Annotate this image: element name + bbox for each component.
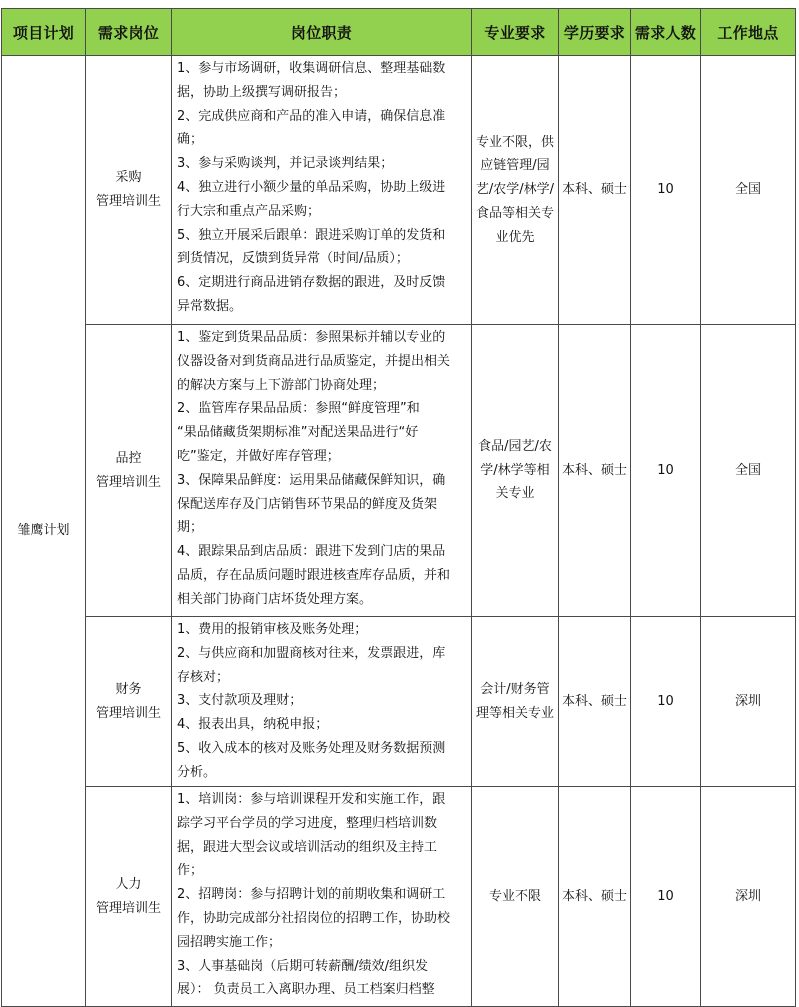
duty-line: 相关部门协商门店坏货处理方案。 (177, 591, 373, 607)
duty-line: 的解决方案与上下游部门协商处理； (177, 377, 386, 393)
table-row (2, 325, 796, 617)
duty-line: 保配送库存及门店销售环节果品的鲜度及货架 (177, 496, 438, 512)
duty-line: 行大宗和重点产品采购； (177, 203, 321, 219)
duty-line: 2、完成供应商和产品的准入申请，确保信息准 (177, 108, 446, 124)
major-line: 应链管理/园 (480, 158, 550, 174)
duty-line: 确； (177, 132, 204, 148)
major-cell (472, 787, 559, 1007)
major-line: 业优先 (495, 229, 535, 245)
position-name: 人力 (115, 876, 142, 892)
position-cell (86, 56, 172, 325)
duty-line: 吃”鉴定，并做好库存管理； (177, 448, 340, 464)
duty-line: 1、参与市场调研，收集调研信息、整理基础数 (177, 61, 446, 76)
duty-line: 据，跟进大型会议或培训活动的组织及主持工 (177, 839, 438, 855)
major-cell (472, 56, 559, 325)
table-row (2, 787, 796, 1007)
header-program: 项目计划 (2, 9, 86, 56)
position-name: 采购 (115, 170, 142, 186)
position-title: 管理培训生 (95, 705, 161, 721)
duty-line: 异常数据。 (177, 298, 243, 314)
major-line: 专业不限 (488, 888, 541, 904)
duty-line: 2、与供应商和加盟商核对往来，发票跟进，库 (177, 645, 446, 661)
duties-cell (172, 56, 472, 325)
position-name: 品控 (115, 450, 142, 466)
duty-line: 4、跟踪果品到店品质：跟进下发到门店的果品 (177, 544, 446, 560)
duty-line: 5、收入成本的核对及账务处理及财务数据预测 (177, 740, 446, 756)
header-headcount: 需求人数 (631, 9, 701, 56)
major-line: 食品/园艺/农 (478, 438, 552, 454)
duty-line: 1、费用的报销审核及账务处理； (177, 622, 368, 637)
duty-line: 5、独立开展采后跟单：跟进采购订单的发货和 (177, 227, 446, 243)
header-education: 学历要求 (559, 9, 631, 56)
recruitment-table (1, 8, 796, 1007)
major-line: 关专业 (495, 486, 535, 502)
position-name: 财务 (115, 681, 142, 697)
major-line: 艺/农学/林学/ (475, 182, 555, 198)
position-title: 管理培训生 (95, 900, 161, 916)
position-cell (86, 787, 172, 1007)
duties-cell (172, 787, 472, 1007)
major-line: 理等相关专业 (475, 705, 554, 721)
header-duties: 岗位职责 (172, 9, 472, 56)
location-cell: 全国 (701, 325, 796, 617)
duty-line: 3、支付款项及理财； (177, 693, 303, 709)
duty-line: 期； (177, 520, 204, 536)
duty-line: 4、报表出具，纳税申报； (177, 717, 329, 733)
education-cell: 本科、硕士 (559, 787, 631, 1007)
education-cell: 本科、硕士 (559, 325, 631, 617)
position-title: 管理培训生 (95, 194, 161, 209)
headcount-cell: 10 (631, 56, 701, 325)
position-cell (86, 617, 172, 787)
location-cell: 深圳 (701, 787, 796, 1007)
duty-line: 品质，存在品质问题时跟进核查库存品质，并和 (177, 567, 451, 583)
duty-line: 展）： 负责员工入离职办理、员工档案归档整 (177, 982, 435, 998)
major-line: 食品等相关专 (475, 205, 554, 221)
duty-line: 3、保障果品鲜度：运用果品储藏保鲜知识，确 (177, 472, 446, 488)
major-line: 会计/财务管 (480, 681, 550, 697)
header-position: 需求岗位 (86, 9, 172, 56)
major-line: 学/林学等相 (480, 462, 550, 478)
location-cell: 全国 (701, 56, 796, 325)
duty-line: “果品储藏货架期标准”对配送果品进行“好 (177, 425, 419, 441)
education-cell: 本科、硕士 (559, 56, 631, 325)
header-row (2, 9, 796, 56)
position-cell (86, 325, 172, 617)
duty-line: 分析。 (177, 764, 217, 780)
duty-line: 作，协助完成部分社招岗位的招聘工作，协助校 (177, 910, 451, 926)
duty-line: 6、定期进行商品进销存数据的跟进，及时反馈 (177, 275, 446, 291)
duty-line: 1、培训岗：参与培训课程开发和实施工作，跟 (177, 792, 446, 807)
headcount-cell: 10 (631, 787, 701, 1007)
duty-line: 1、鉴定到货果品品质：参照果标并辅以专业的 (177, 330, 446, 345)
major-cell (472, 325, 559, 617)
duty-line: 作； (177, 863, 204, 879)
duties-cell (172, 325, 472, 617)
duty-line: 存核对； (177, 669, 230, 685)
table-row (2, 56, 796, 325)
duty-line: 2、招聘岗：参与招聘计划的前期收集和调研工 (177, 887, 446, 903)
education-cell: 本科、硕士 (559, 617, 631, 787)
duty-line: 3、人事基础岗（后期可转薪酬/绩效/组织发 (177, 958, 429, 974)
header-location: 工作地点 (701, 9, 796, 56)
duty-line: 踪学习平台学员的学习进度，整理归档培训数 (177, 815, 438, 831)
duty-line: 据，协助上级撰写调研报告； (177, 84, 347, 100)
duty-line: 园招聘实施工作； (177, 934, 282, 950)
position-title: 管理培训生 (95, 474, 161, 490)
duty-line: 2、监管库存果品品质：参照“鲜度管理”和 (177, 401, 420, 417)
location-cell: 深圳 (701, 617, 796, 787)
table-row (2, 617, 796, 787)
headcount-cell: 10 (631, 325, 701, 617)
duty-line: 仪器设备对到货商品进行品质鉴定，并提出相关 (177, 353, 451, 369)
duties-cell (172, 617, 472, 787)
header-major: 专业要求 (472, 9, 559, 56)
duty-line: 4、独立进行小额少量的单品采购，协助上级进 (177, 179, 446, 195)
program-cell: 雏鹰计划 (2, 56, 86, 1007)
duty-line: 3、参与采购谈判，并记录谈判结果； (177, 156, 394, 172)
major-cell (472, 617, 559, 787)
headcount-cell: 10 (631, 617, 701, 787)
duty-line: 到货情况，反馈到货异常（时间/品质）； (177, 251, 409, 267)
major-line: 专业不限，供 (475, 134, 554, 150)
